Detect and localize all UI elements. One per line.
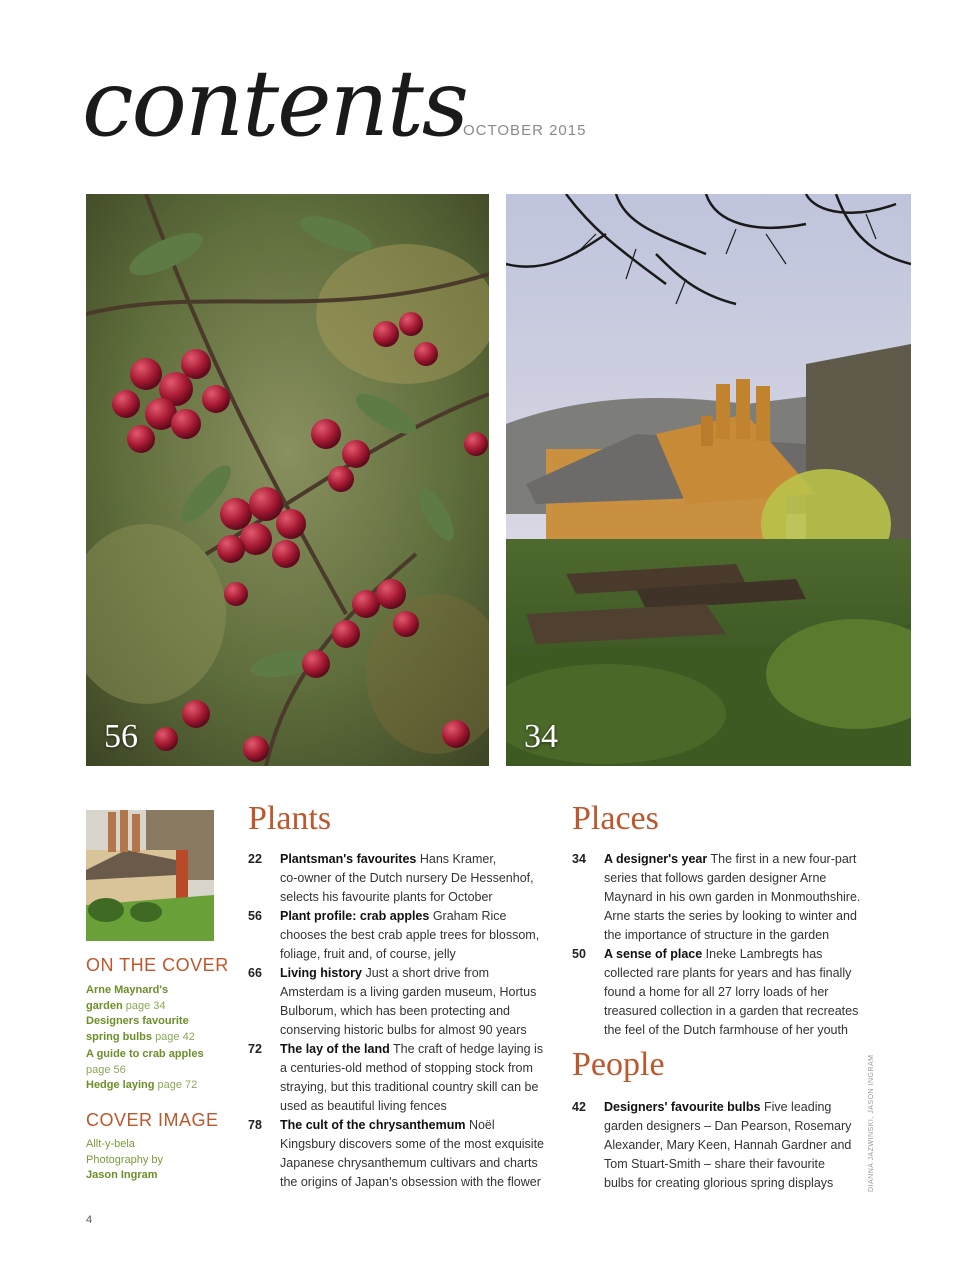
cover-item: Designers favourite spring bulbs page 42 [86, 1015, 195, 1043]
cover-thumbnail [86, 810, 214, 941]
cover-photo-by: Photography by [86, 1153, 164, 1166]
cover-item: A guide to crab apples page 56 [86, 1048, 204, 1076]
page-title: contents [82, 50, 468, 157]
cover-item: Arne Maynard's garden page 34 [86, 984, 169, 1012]
cover-image-heading: COVER IMAGE [86, 1110, 219, 1130]
photo-credit: DIANNA JAZWINSKI, JASON INGRAM [868, 1054, 875, 1192]
house-garden-photo [506, 194, 911, 766]
cover-photographer: Jason Ingram [86, 1169, 158, 1181]
photo-page-number: 34 [524, 718, 558, 755]
on-the-cover-heading: ON THE COVER [86, 955, 229, 975]
cover-item: Hedge laying page 72 [86, 1079, 198, 1091]
crab-apples-photo [86, 194, 489, 766]
photo-page-number: 56 [104, 718, 138, 755]
places-heading: Places [572, 800, 659, 837]
page-number: 4 [86, 1214, 93, 1226]
people-heading: People [572, 1046, 665, 1083]
plants-heading: Plants [248, 800, 332, 837]
cover-location: Allt-y-bela [86, 1138, 135, 1150]
issue-date: OCTOBER 2015 [463, 122, 587, 139]
